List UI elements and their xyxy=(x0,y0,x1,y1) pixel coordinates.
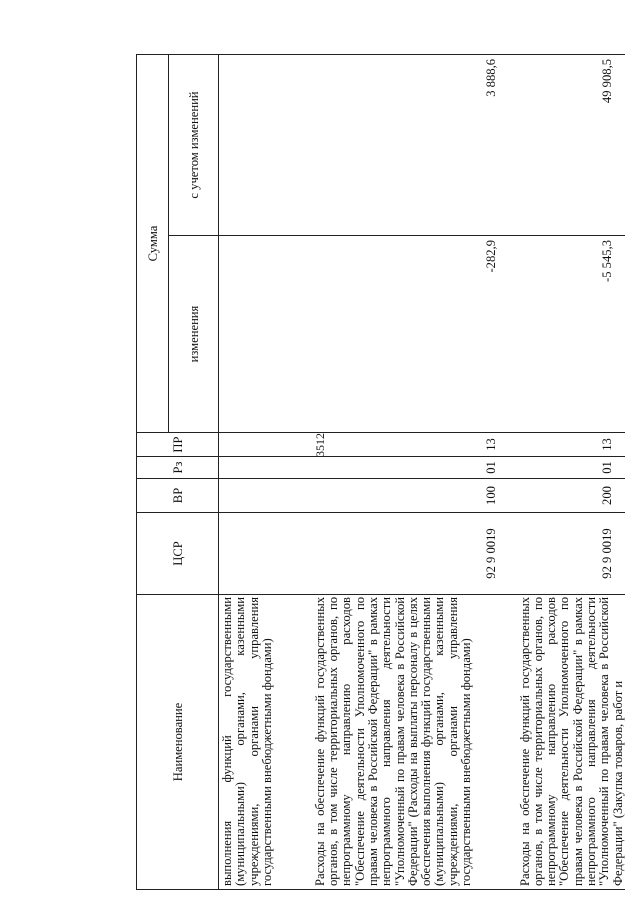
row-pr: 13 xyxy=(513,433,625,457)
row-total: 49 908,5 xyxy=(513,54,625,235)
table-header xyxy=(137,54,219,889)
row-pr: 13 xyxy=(277,433,513,457)
row-rz xyxy=(219,457,277,479)
row-vr: 200 xyxy=(513,479,625,513)
row-change xyxy=(219,236,277,433)
table-row xyxy=(277,54,513,889)
table-body xyxy=(219,54,625,889)
row-csr xyxy=(219,513,277,595)
page-number: 3512 xyxy=(313,433,327,457)
row-vr xyxy=(219,479,277,513)
budget-table-rotated xyxy=(136,55,625,890)
table-row xyxy=(219,54,277,889)
header-name: Наименование xyxy=(137,595,219,890)
budget-table xyxy=(136,54,625,890)
header-sum: Сумма xyxy=(137,54,169,432)
row-pr xyxy=(219,433,277,457)
header-with-changes: с учетом изменений xyxy=(169,54,219,235)
header-csr: ЦСР xyxy=(137,513,219,595)
table-row xyxy=(513,54,625,889)
row-total: 3 888,6 xyxy=(277,54,513,235)
row-change: -282,9 xyxy=(277,236,513,433)
row-rz: 01 xyxy=(277,457,513,479)
header-rz: Рз xyxy=(137,457,219,479)
row-csr: 92 9 0019 xyxy=(277,513,513,595)
row-vr: 100 xyxy=(277,479,513,513)
row-total xyxy=(219,54,277,235)
header-vr: ВР xyxy=(137,479,219,513)
row-name: Расходы на обеспечение функций государственных органов, в том числе территориальных органов, по непрограммному направлению расходов "Обеспечение деятельности Уполномоченного по правам человека в Российской Федерации" в рамках непрограммного направления деятельности "Уполномоченный по правам человека в Российской Федерации" (Закупка товаров, работ и xyxy=(513,595,625,890)
header-pr: ПР xyxy=(137,433,219,457)
row-rz: 01 xyxy=(513,457,625,479)
row-name: выполнения функций государственными (муниципальными) органами, казенными учреждениями, органами управления государственными внебюджетными фондами) xyxy=(219,595,277,890)
header-change: изменения xyxy=(169,236,219,433)
row-name: Расходы на обеспечение функций государственных органов, в том числе территориальных органов, по непрограммному направлению расходов "Обеспечение деятельности Уполномоченного по правам человека в Российской Федерации" в рамках непрограммного направления деятельности "Уполномоченный по правам человека в Российской Федерации" (Расходы на выплаты персоналу в целях обеспечения выполнения функций государственными (муниципальными) органами, казенными учреждениями, органами управления государственными внебюджетными фондами) xyxy=(277,595,513,890)
row-csr: 92 9 0019 xyxy=(513,513,625,595)
row-change: -5 545,3 xyxy=(513,236,625,433)
